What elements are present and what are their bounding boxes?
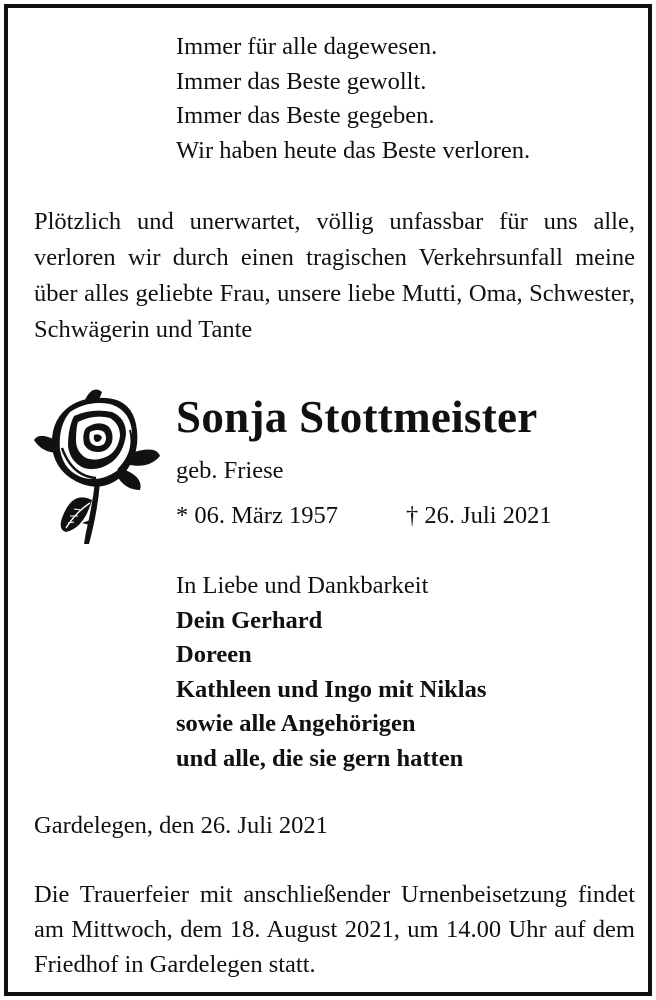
mourner-name: Kathleen und Ingo mit Niklas bbox=[176, 675, 487, 703]
mourner-name: sowie alle Angehörigen bbox=[176, 710, 416, 737]
mourners-intro: In Liebe und Dankbarkeit bbox=[176, 572, 429, 599]
funeral-notice: Die Trauerfeier mit anschließender Urnenbeisetzung findet am Mittwoch, dem 18. August 2021, um 14.00 Uhr auf dem Friedhof in Gardelegen statt. bbox=[34, 881, 635, 978]
mourner-name: und alle, die sie gern hatten bbox=[176, 744, 464, 772]
intro-text: Plötzlich und unerwartet, völlig unfassbar für uns alle, verloren wir durch einen tragischen Verkehrsunfall meine über alles geliebte Frau, unsere liebe Mutti, Oma, Schwester, Schwägerin und Tante bbox=[34, 208, 635, 343]
rose-icon bbox=[32, 382, 162, 548]
birth-date: * 06. März 1957 bbox=[176, 502, 338, 529]
maiden-name: geb. Friese bbox=[176, 457, 284, 484]
poem-line: Immer für alle dagewesen. bbox=[176, 33, 438, 60]
poem-line: Immer das Beste gewollt. bbox=[176, 67, 427, 95]
place-date: Gardelegen, den 26. Juli 2021 bbox=[34, 812, 328, 839]
poem-line: Immer das Beste gegeben. bbox=[176, 102, 435, 129]
poem bbox=[176, 30, 530, 168]
death-date: † 26. Juli 2021 bbox=[406, 502, 552, 529]
deceased-name: Sonja Stottmeister bbox=[176, 392, 538, 442]
mourners-block bbox=[176, 569, 486, 776]
mourner-name: Dein Gerhard bbox=[176, 606, 323, 634]
mourner-name: Doreen bbox=[176, 641, 252, 668]
obituary-frame bbox=[4, 4, 652, 996]
poem-line: Wir haben heute das Beste verloren. bbox=[176, 136, 531, 164]
